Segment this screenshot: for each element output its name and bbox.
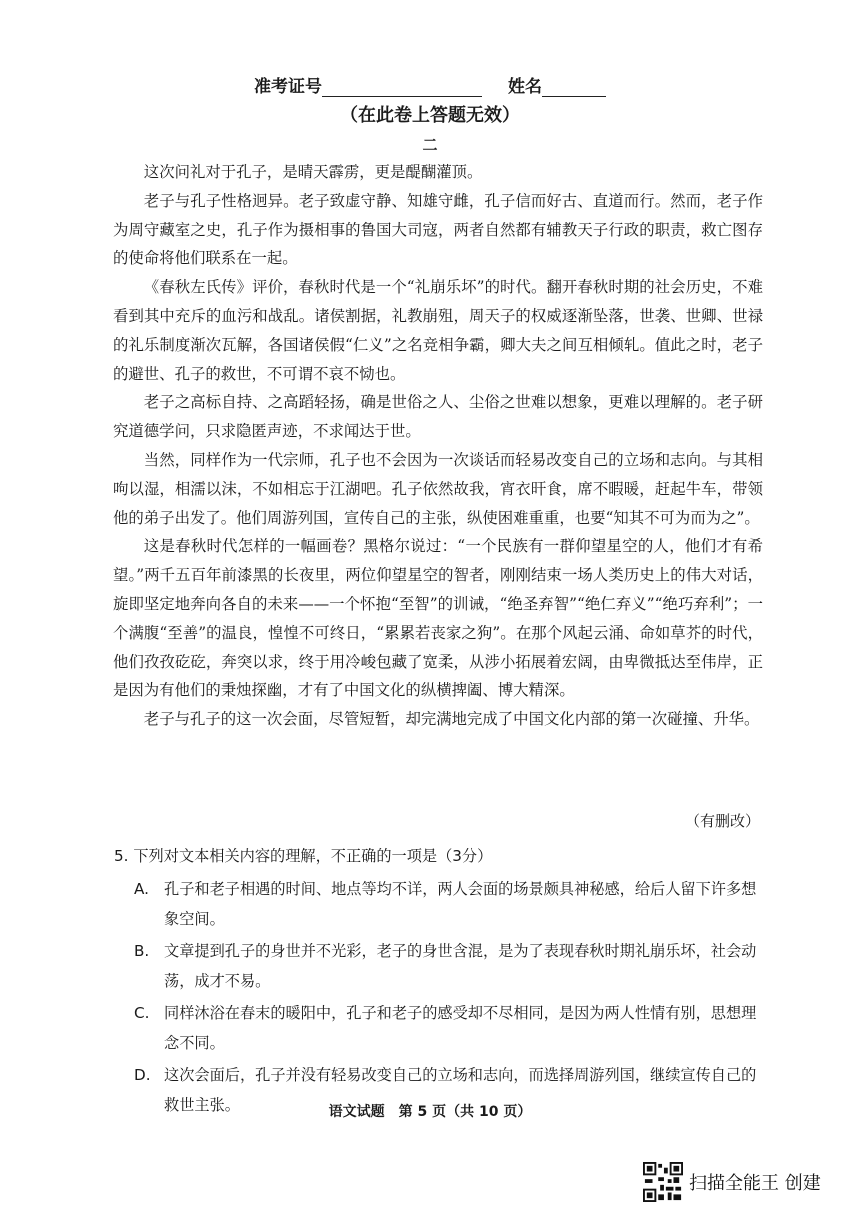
passage-paragraph: 当然，同样作为一代宗师，孔子也不会因为一次谈话而轻易改变自己的立场和志向。与其相呴以湿，相濡以沫，不如相忘于江湖吧。孔子依然故我，宵衣旰食，席不暇暖，赶起牛车，带领他的弟子出发了。他们周游列国，宣传自己的主张，纵使困难重重，也要“知其不可为而为之”。: [113, 450, 763, 527]
question-stem: 5. 下列对文本相关内容的理解，不正确的一项是（3分）: [114, 847, 493, 865]
option-a[interactable]: [114, 874, 764, 934]
option-text: 这次会面后，孔子并没有轻易改变自己的立场和志向，而选择周游列国，继续宣传自己的救世主张。: [164, 1066, 757, 1114]
page-footer: 语文试题 第 5 页（共 10 页）: [328, 1104, 532, 1120]
option-text: 孔子和老子相遇的时间、地点等均不详，两人会面的场景颇具神秘感，给后人留下许多想象空间。: [164, 880, 757, 928]
name-label: 姓名: [507, 77, 542, 97]
passage-paragraph: 《春秋左氏传》评价，春秋时代是一个“礼崩乐坏”的时代。翻开春秋时期的社会历史，不难看到其中充斥的血污和战乱。诸侯割据，礼教崩殂，周天子的权威逐渐坠落，世袭、世卿、世禄的礼乐制度渐次瓦解，各国诸侯假“仁义”之名竞相争霸，卿大夫之间互相倾轧。值此之时，老子的避世、孔子的救世，不可谓不哀不恸也。: [113, 278, 763, 383]
option-letter: C.: [134, 1004, 150, 1022]
question-5: [114, 844, 764, 1122]
option-text: 文章提到孔子的身世并不光彩，老子的身世含混，是为了表现春秋时期礼崩乐坏，社会动荡，成才不易。: [164, 942, 757, 990]
reading-passage: [113, 158, 763, 734]
passage-paragraph: 老子与孔子性格迥异。老子致虚守静、知雄守雌，孔子信而好古、直道而行。然而，老子作为周守藏室之史，孔子作为摄相事的鲁国大司寇，两者自然都有辅教天子行政的职责，救亡图存的使命将他们联系在一起。: [113, 191, 763, 268]
exam-id-label: 准考证号: [254, 77, 323, 97]
passage-paragraph: 这是春秋时代怎样的一幅画卷？黑格尔说过：“一个民族有一群仰望星空的人，他们才有希望。”两千五百年前漆黑的长夜里，两位仰望星空的智者，刚刚结束一场人类历史上的伟大对话，旋即坚定地奔向各自的未来——一个怀抱“至智”的训诫，“绝圣弃智”“绝仁弃义”“绝巧弃利”；一个满腹“至善”的温良，惶惶不可终日，“累累若丧家之狗”。在那个风起云涌、命如草芥的时代，他们孜孜矻矻，奔突以求，终于用冷峻包藏了宽柔，从涉小拓展着宏阔，由卑微抵达至伟岸，正是因为有他们的秉烛探幽，才有了中国文化的纵横捭阖、博大精深。: [113, 537, 763, 700]
qr-code-icon: [643, 1162, 683, 1202]
option-letter: D.: [134, 1066, 151, 1084]
watermark-text: 扫描全能王 创建: [689, 1173, 821, 1194]
passage-paragraph: 老子之高标自持、之高蹈轻扬，确是世俗之人、尘俗之世难以想象，更难以理解的。老子研究道德学问，只求隐匿声迹，不求闻达于世。: [113, 393, 763, 441]
passage-paragraph: 这次问礼对于孔子，是晴天霹雳，更是醍醐灌顶。: [143, 163, 483, 181]
exam-header: [0, 72, 860, 97]
scanner-watermark: [643, 1162, 821, 1202]
option-letter: A.: [134, 880, 149, 898]
option-c[interactable]: [114, 998, 764, 1058]
invalid-answer-note: （在此卷上答题无效）: [340, 105, 520, 126]
passage-paragraph: 老子与孔子的这一次会面，尽管短暂，却完满地完成了中国文化内部的第一次碰撞、升华。: [143, 710, 760, 729]
option-text: 同样沐浴在春末的暖阳中，孔子和老子的感受却不尽相同，是因为两人性情有别，思想理念不同。: [164, 1004, 757, 1052]
option-letter: B.: [134, 942, 150, 960]
exam-id-field[interactable]: [322, 78, 482, 97]
option-b[interactable]: [114, 936, 764, 996]
name-field[interactable]: [542, 78, 606, 97]
source-note: （有删改）: [684, 812, 760, 830]
section-number: 二: [422, 136, 438, 154]
